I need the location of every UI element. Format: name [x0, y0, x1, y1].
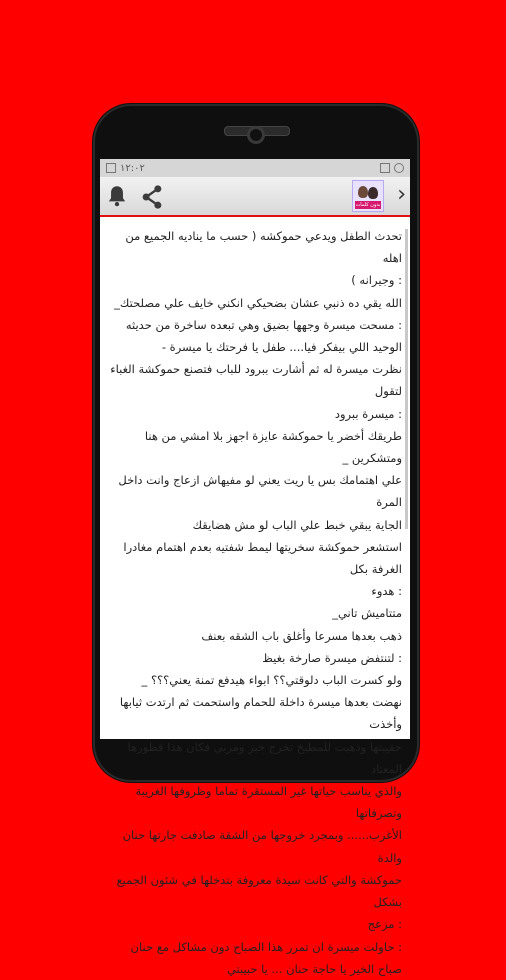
story-text: تحدث الطفل ويدعي حموكشه ( حسب ما يناديه الجميع من اهله : وجيرانه ) الله يقي ده ذنبي عشان بضحيكي انكني خايف علي مصلحتك_ : مسحت ميسرة وجهها بضيق وهي تبعده ساخرة من حديثه الوحيد اللي بيفكر فيا.... طفل يا فرحتك يا ميسرة - نظرت ميسرة له ثم أشارت ببرود للباب فتصنع حموكشة الغباء لتقول : ميسرة ببرود طريقك أخضر يا حموكشة عايزة اجهز بلا امشي من هنا ومتشكرين _ علي اهتمامك بس يا ريت يعني لو مفيهاش ازعاج وانت داخل المرة الجاية يبقي خبط علي الباب لو مش هضايقك استشعر حموكشة سخريتها ليمط شفتيه بعدم اهتمام مغادرا الغرفة بكل : هدوء متتاميش تاني_ ذهب بعدها مسرعا وأغلق باب الشقه بعنف : لتنتفض ميسرة صارخة بغيظ ولو كسرت الباب دلوقتي؟؟ ابواء هيدفع تمنة يعني؟؟؟ _ نهضت بعدها ميسرة داخلة للحمام واستحمت ثم ارتدت ثيابها وأخذت حقيبتها وذهبت للمطبخ تخرج خبز ومربي فكان هذا فطورها المعتاد والذي يناسب حياتها غير المستقرة تماما وظروفها الغريبة وتصرفاتها الأغرب...... وبمجرد خروجها من الشقة صادفت جارتها حنان والدة حموكشة والتي كانت سيدة معروفة بتدخلها في شئون الجميع بشكل : مزعج : حاولت ميسرة ان تمرر هذا الصباح دون مشاكل مع حنان صباح الخير يا حاجة حنان ... يا حبيبتي [110, 229, 402, 976]
notification-square-icon [106, 163, 116, 173]
share-icon[interactable] [138, 183, 166, 211]
thumbnail-face-left [358, 186, 368, 198]
status-right [380, 163, 404, 173]
thumbnail-caption: بدون كلمات [355, 202, 381, 208]
scrollbar[interactable] [405, 229, 408, 529]
chevron-right-icon[interactable]: › [397, 182, 406, 207]
app-toolbar [100, 177, 410, 217]
story-content[interactable] [100, 217, 410, 976]
status-bar [100, 159, 410, 177]
phone-frame [93, 104, 419, 976]
app-screen [100, 159, 410, 976]
clock-icon [394, 163, 404, 173]
image-icon [380, 163, 390, 173]
thumbnail-face-right [368, 187, 378, 199]
status-left [106, 163, 145, 174]
phone-camera [247, 126, 265, 144]
status-time: ١٢:٠٢ [120, 162, 145, 174]
bell-icon[interactable] [104, 183, 130, 209]
story-thumbnail[interactable] [352, 180, 384, 212]
